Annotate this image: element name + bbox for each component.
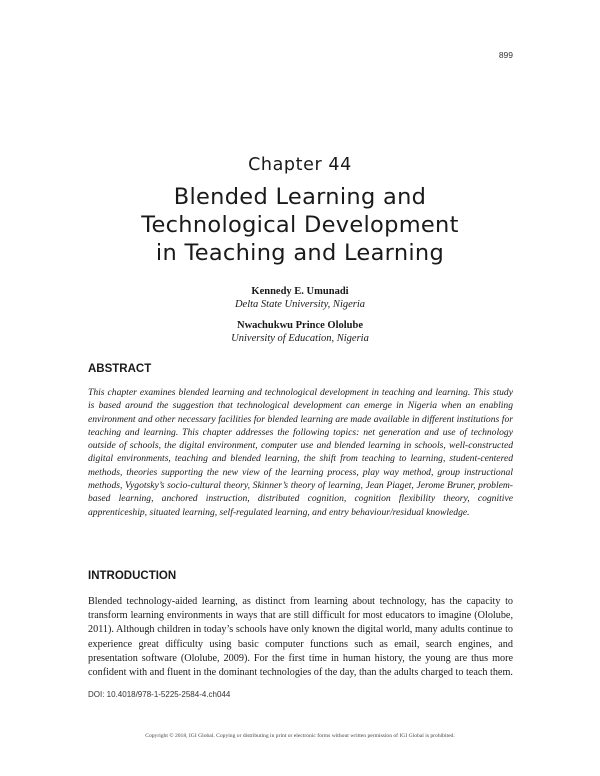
title-line: in Teaching and Learning — [155, 240, 445, 266]
title-line: Technological Development — [141, 212, 459, 238]
chapter-title — [0, 183, 600, 267]
author-block — [0, 285, 600, 311]
introduction-text: Blended technology-aided learning, as distinct from learning about technology, has the capacity to transform learning environments in ways that are still difficult for most educators to imagine (Ololube, 2011). Although children in today’s schools have only known the digital world, many adults continue to experience great difficulty using basic computer functions such as email, search engines, and presentation software (Ololube, 2009). For the first time in human history, the young are thus more confident with and fluent in the dominant technologies of the day, than the adults charged to teach them. — [88, 596, 513, 679]
title-line: Blended Learning and — [173, 184, 427, 210]
abstract-heading: ABSTRACT — [88, 363, 152, 375]
chapter-label: Chapter 44 — [248, 155, 352, 175]
abstract-text: This chapter examines blended learning and technological development in teaching and learning. This study is based around the suggestion that technological development can emerge in Nigeria when an enabling environment and other necessary facilities for blended learning are made available in different institutions for teaching and learning. This chapter addresses the following topics: net generation and use of technology outside of schools, the digital environment, computer use and blended learning in schools, well-constructed digital environments, teaching and blended learning, the shift from teaching to learning, student-centered methods, theories supporting the new view of the learning process, play way method, group instructional methods, Vygotsky’s socio-cultural theory, Skinner’s theory of learning, Jean Piaget, Jerome Bruner, problem-based learning, anchored instruction, distributed cognition, cognition flexibility theory, cognitive apprenticeship, situated learning, self-regulated learning, and entry behaviour/residual knowledge. — [88, 387, 513, 518]
page-number: 899 — [498, 50, 513, 60]
author-block — [0, 319, 600, 345]
author-affiliation: Delta State University, Nigeria — [234, 299, 366, 310]
author-name: Kennedy E. Umunadi — [251, 286, 349, 297]
copyright-notice: Copyright © 2018, IGI Global. Copying or distributing in print or electronic forms without written permission of IGI Global is prohibited. — [145, 733, 455, 739]
author-name: Nwachukwu Prince Ololube — [236, 320, 363, 331]
introduction-heading: INTRODUCTION — [88, 570, 177, 582]
doi: DOI: 10.4018/978-1-5225-2584-4.ch044 — [88, 690, 231, 699]
author-affiliation: University of Education, Nigeria — [231, 333, 369, 344]
